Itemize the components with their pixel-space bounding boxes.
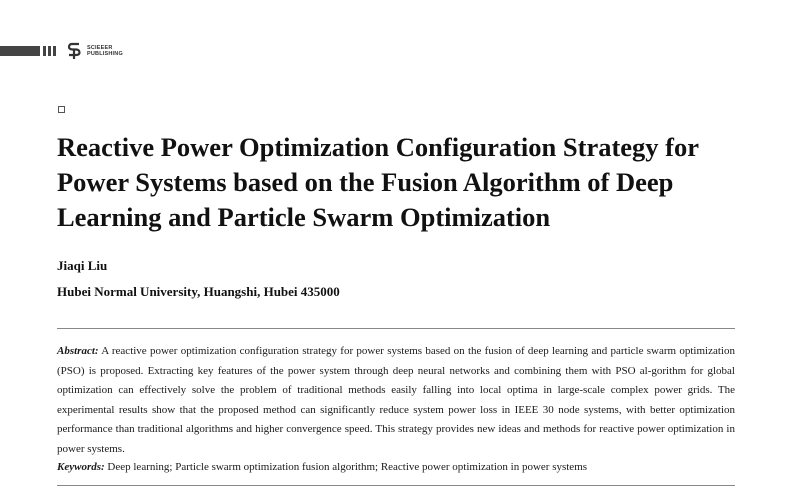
- publisher-line-1: SCIEEER: [87, 44, 113, 51]
- header-bar-tick: [48, 46, 51, 56]
- keywords: [57, 459, 735, 475]
- paper-title-line: Reactive Power Optimization Configuration Strategy for: [57, 132, 700, 162]
- checkbox-glyph-icon: [58, 106, 65, 113]
- header-bar-tick: [53, 46, 56, 56]
- paper-title: [57, 130, 737, 235]
- author-affiliation: Hubei Normal University, Huangshi, Hubei 435000: [57, 284, 340, 299]
- abstract-bottom-rule: [57, 485, 735, 486]
- abstract-label: Abstract:: [57, 345, 99, 357]
- keywords-label: Keywords:: [57, 461, 105, 473]
- header-decorative-bar: [0, 46, 58, 56]
- publisher-name: [87, 45, 123, 58]
- publisher-logo-icon: [67, 42, 83, 60]
- keywords-text: Deep learning; Particle swarm optimization fusion algorithm; Reactive power optimization in power systems: [107, 461, 588, 473]
- publisher-logo: [67, 42, 123, 60]
- abstract: [57, 342, 735, 460]
- header-bar-tick: [43, 46, 46, 56]
- abstract-text: A reactive power optimization configuration strategy for power systems based on the fusion of deep learning and particle swarm optimization (PSO) is proposed. Extracting key features of the power system through deep neural networks and combining them with PSO al-gorithm for global optimization can effectively solve the problem of traditional methods easily falling into local optima in large-scale complex power grids. The experimental results show that the proposed method can significantly reduce system power loss in IEEE 30 node systems, with better optimization performance than traditional algorithms and higher convergence speed. This strategy provides new ideas and methods for reactive power optimization in power systems.: [57, 345, 735, 455]
- paper-title-line: Learning and Particle Swarm Optimization: [57, 202, 551, 232]
- paper-title-line: Power Systems based on the Fusion Algorithm of Deep: [57, 167, 674, 197]
- author-name: Jiaqi Liu: [57, 258, 108, 273]
- abstract-top-rule: [57, 328, 735, 329]
- publisher-line-2: PUBLISHING: [87, 51, 123, 57]
- header-bar-block: [0, 46, 40, 56]
